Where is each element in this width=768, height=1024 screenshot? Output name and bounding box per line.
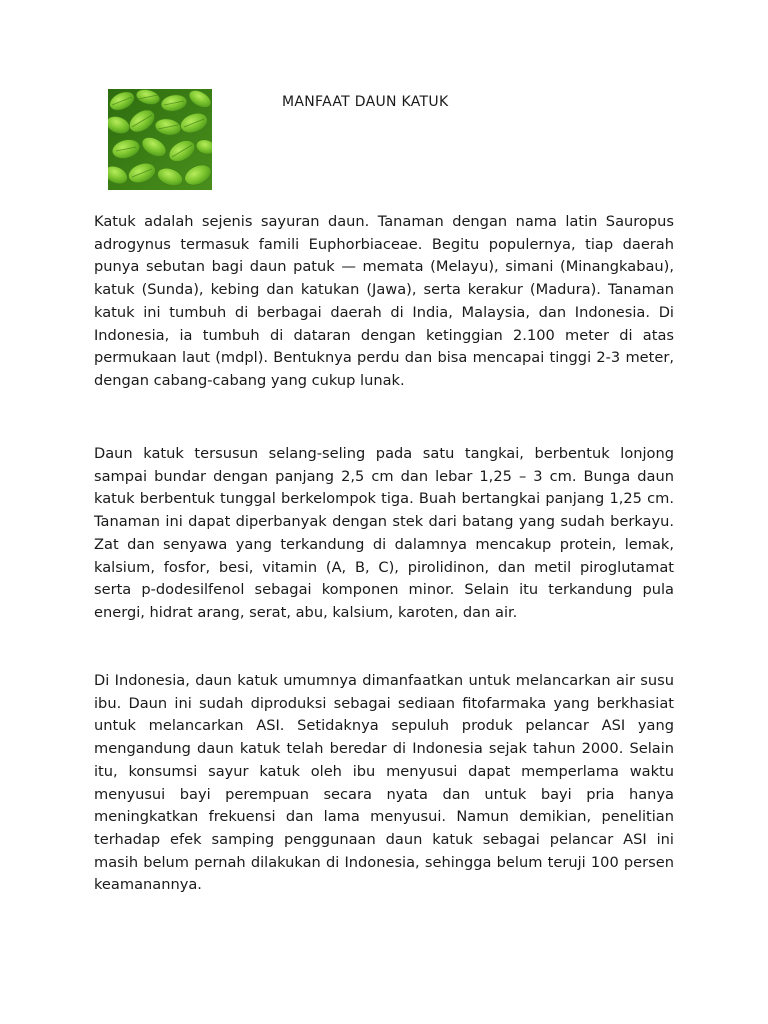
paragraph-3: Di Indonesia, daun katuk umumnya dimanfaatkan untuk melancarkan air susu ibu. Daun ini sudah diproduksi sebagai sediaan fitofarmaka yang berkhasiat untuk melancarkan ASI. Setidaknya sepuluh produk pelancar ASI yang mengandung daun katuk telah beredar di Indonesia sejak tahun 2000. Selain itu, konsumsi sayur katuk oleh ibu menyusui dapat memperlama waktu menyusui bayi perempuan secara nyata dan untuk bayi pria hanya meningkatkan frekuensi dan lama menyusui. Namun demikian, penelitian terhadap efek samping penggunaan daun katuk sebagai pelancar ASI ini masih belum pernah dilakukan di Indonesia, sehingga belum teruji 100 persen keamanannya. <box>94 672 674 894</box>
katuk-leaves-icon <box>108 89 212 190</box>
paragraph-2: Daun katuk tersusun selang-seling pada satu tangkai, berbentuk lonjong sampai bundar dengan panjang 2,5 cm dan lebar 1,25 – 3 cm. Bunga daun katuk berbentuk tunggal berkelompok tiga. Buah bertangkai panjang 1,25 cm. Tanaman ini dapat diperbanyak dengan stek dari batang yang sudah berkayu. Zat dan senyawa yang terkandung di dalamnya mencakup protein, lemak, kalsium, fosfor, besi, vitamin (A, B, C), pirolidinon, dan metil piroglutamat serta p-dodesilfenol sebagai komponen minor. Selain itu terkandung pula energi, hidrat arang, serat, abu, kalsium, karoten, dan air. <box>94 445 674 621</box>
paragraph-1: Katuk adalah sejenis sayuran daun. Tanaman dengan nama latin Sauropus adrogynus termasuk famili Euphorbiaceae. Begitu populernya, tiap daerah punya sebutan bagi daun patuk — memata (Melayu), simani (Minangkabau), katuk (Sunda), kebing dan katukan (Jawa), serta kerakur (Madura). Tanaman katuk ini tumbuh di berbagai daerah di India, Malaysia, dan Indonesia. Di Indonesia, ia tumbuh di dataran dengan ketinggian 2.100 meter di atas permukaan laut (mdpl). Bentuknya perdu dan bisa mencapai tinggi 2-3 meter, dengan cabang-cabang yang cukup lunak. <box>94 213 674 389</box>
document-title: MANFAAT DAUN KATUK <box>282 94 449 110</box>
leaf-photo <box>108 89 212 190</box>
